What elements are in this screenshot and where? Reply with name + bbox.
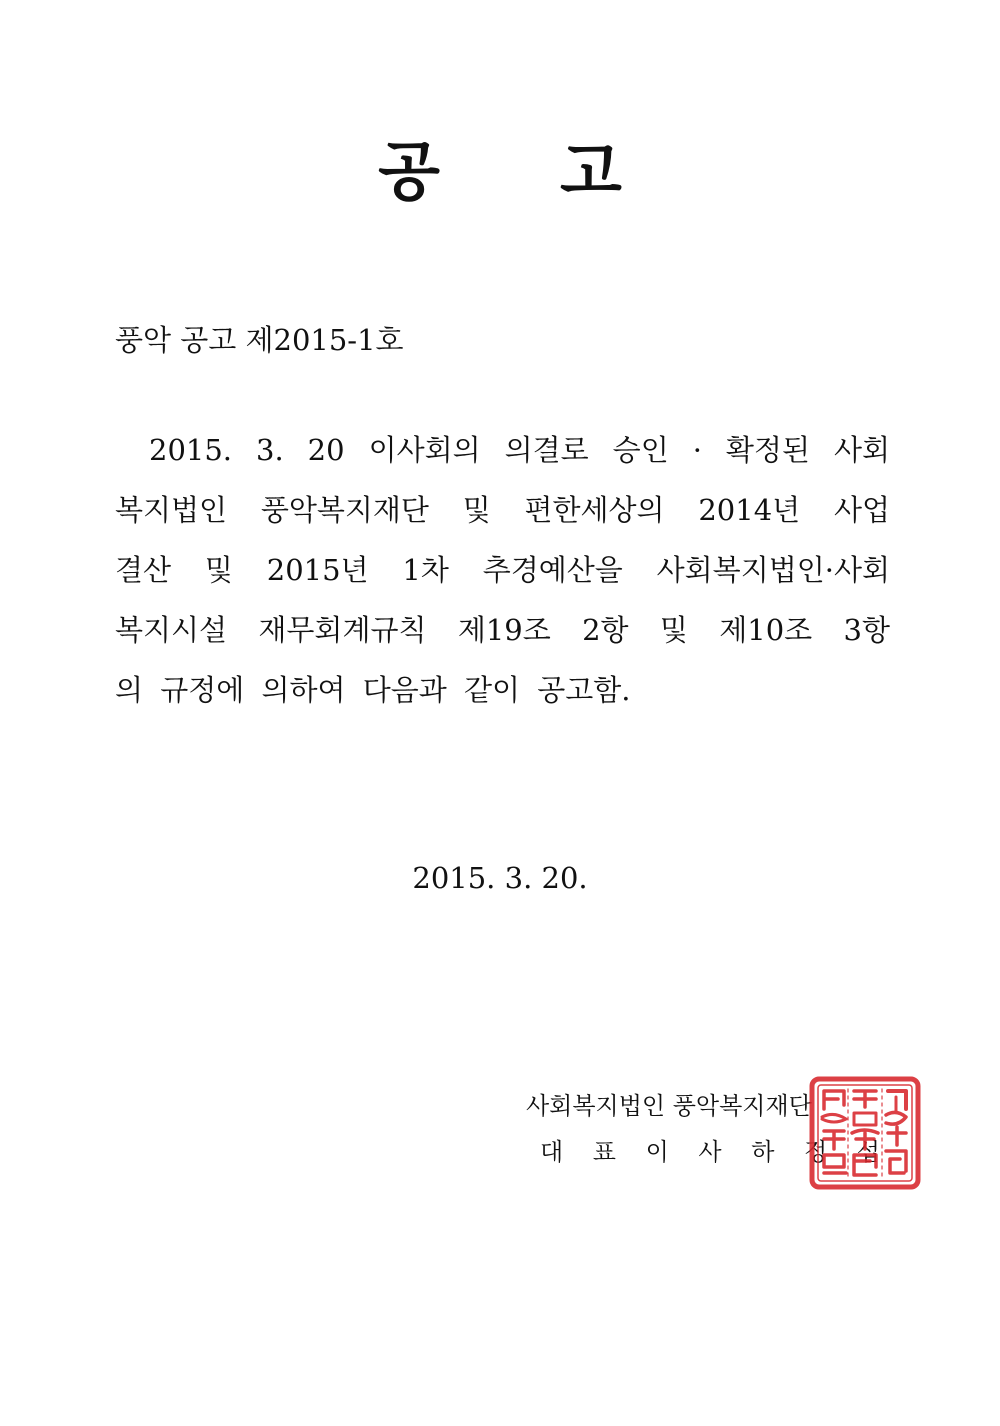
official-seal-stamp: [808, 1075, 922, 1191]
rep-name-char: 하: [751, 1138, 775, 1166]
rep-title-char: 표: [592, 1138, 616, 1166]
rep-name-char: 섭: [856, 1138, 880, 1166]
body-line-4: 복지시설 재무회계규칙 제19조 2항 및 제10조 3항: [115, 613, 890, 647]
body-line-5: 의 규정에 의하여 다음과 같이 공고함.: [115, 673, 631, 707]
body-line-3: 결산 및 2015년 1차 추경예산을 사회복지법인·사회: [115, 553, 890, 587]
rep-title-char: 이: [645, 1138, 669, 1166]
notice-date: 2015. 3. 20.: [412, 861, 588, 895]
title-char-1: 공: [378, 135, 440, 210]
document-title: [0, 128, 1000, 218]
rep-title-char: 대: [540, 1138, 564, 1166]
notice-body: [115, 428, 890, 728]
title-char-2: 고: [560, 135, 622, 210]
body-line-1: 2015. 3. 20 이사회의 의결로 승인 · 확정된 사회: [149, 433, 890, 467]
rep-name-char: 정: [803, 1138, 828, 1166]
signature-organization: 사회복지법인 풍악복지재단: [526, 1092, 812, 1120]
rep-title-char: 사: [698, 1138, 722, 1166]
notice-number: 풍악 공고 제2015-1호: [115, 323, 404, 357]
body-line-2: 복지법인 풍악복지재단 및 편한세상의 2014년 사업: [115, 493, 890, 527]
